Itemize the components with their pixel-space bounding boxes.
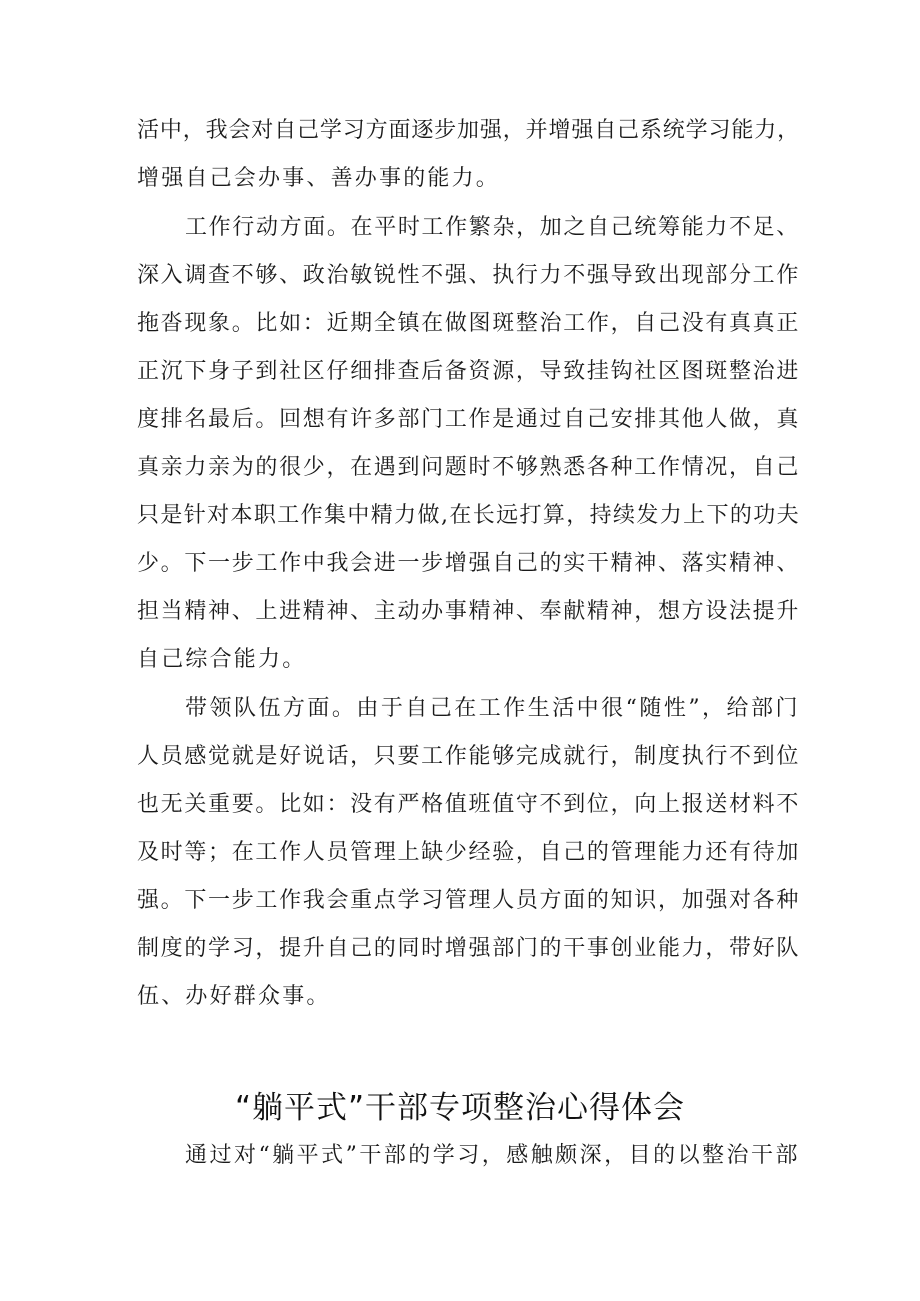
body-line: 强。下一步工作我会重点学习管理人员方面的知识，加强对各种	[137, 888, 801, 913]
body-line: 正沉下身子到社区仔细排查后备资源，导致挂钩社区图斑整治进	[137, 359, 801, 384]
body-line: 拖沓现象。比如：近期全镇在做图斑整治工作，自己没有真真正	[137, 311, 801, 336]
body-line: 活中，我会对自己学习方面逐步加强，并增强自己系统学习能力，	[137, 118, 800, 143]
body-line: 自己综合能力。	[137, 647, 307, 672]
paragraph-first-line: 带领队伍方面。由于自己在工作生活中很“随性”，给部门	[185, 696, 800, 721]
body-line: 制度的学习，提升自己的同时增强部门的干事创业能力，带好队	[137, 936, 801, 961]
body-line: 深入调查不够、政治敏锐性不强、执行力不强导致出现部分工作	[137, 263, 801, 288]
body-line: 人员感觉就是好说话，只要工作能够完成就行，制度执行不到位	[137, 744, 801, 769]
body-line: 增强自己会办事、善办事的能力。	[137, 166, 501, 191]
paragraph-first-line: 工作行动方面。在平时工作繁杂，加之自己统筹能力不足、	[185, 215, 800, 240]
paragraph-first-line: 通过对“躺平式”干部的学习，感触颇深，目的以整治干部	[185, 1143, 800, 1168]
body-line: 也无关重要。比如：没有严格值班值守不到位，向上报送材料不	[137, 792, 801, 817]
body-line: 伍、办好群众事。	[137, 984, 331, 1009]
body-line: 担当精神、上进精神、主动办事精神、奉献精神，想方设法提升	[137, 599, 801, 624]
body-line: 度排名最后。回想有许多部门工作是通过自己安排其他人做，真	[137, 407, 801, 432]
body-line: 及时等；在工作人员管理上缺少经验，自己的管理能力还有待加	[137, 840, 801, 865]
section-title: “躺平式”干部专项整治心得体会	[234, 1090, 686, 1126]
body-line: 少。下一步工作中我会进一步增强自己的实干精神、落实精神、	[137, 551, 801, 576]
body-line: 只是针对本职工作集中精力做,在长远打算，持续发力上下的功夫	[137, 503, 801, 528]
body-line: 真亲力亲为的很少，在遇到问题时不够熟悉各种工作情况，自己	[137, 455, 801, 480]
